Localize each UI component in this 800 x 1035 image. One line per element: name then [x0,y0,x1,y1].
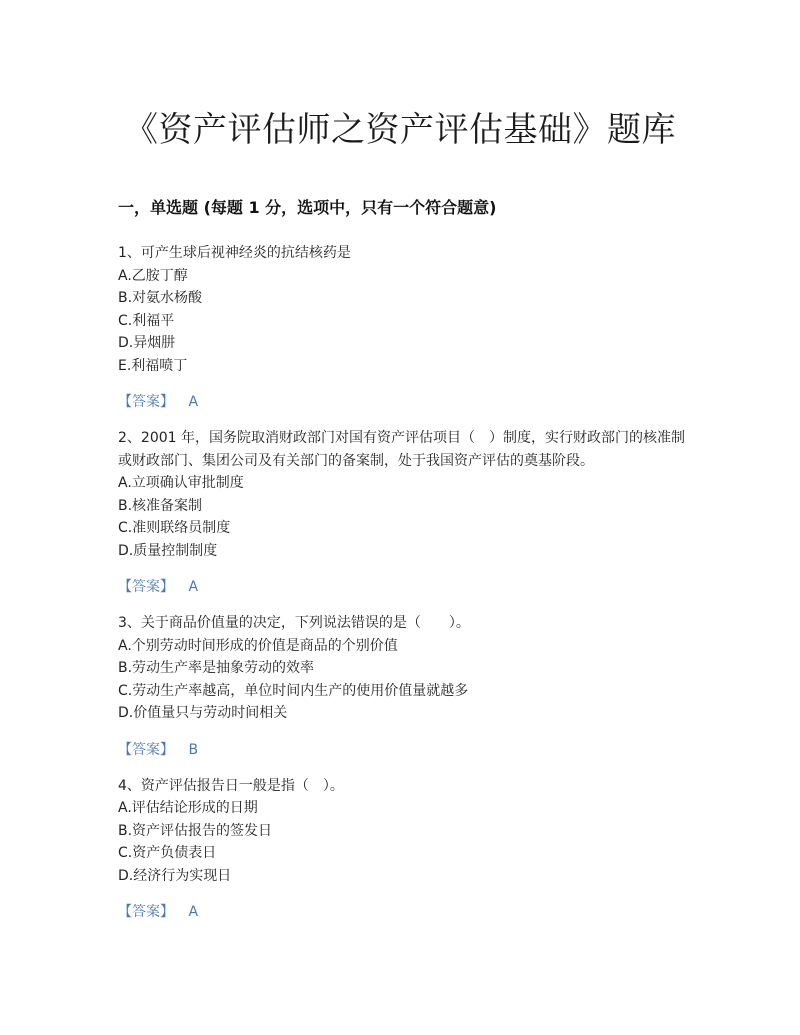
question-stem: 3、关于商品价值量的决定，下列说法错误的是（ ）。 [118,615,470,631]
question-4 [118,775,688,924]
question-1 [118,242,688,413]
answer-label: 【答案】 [118,904,174,920]
answer-value: B [188,741,199,758]
option-d: D.经济行为实现日 [118,867,232,884]
option-b: B.劳动生产率是抽象劳动的效率 [118,660,315,676]
question-3 [118,612,688,761]
answer-value: A [188,394,199,410]
option-d: D.质量控制制度 [118,542,218,559]
answer-value: A [188,904,199,920]
answer-line [118,901,688,923]
answer-label: 【答案】 [118,394,174,410]
option-d: D.价值量只与劳动时间相关 [118,705,288,721]
question-stem: 2、2001 年，国务院取消财政部门对国有资产评估项目（ ）制度，实行财政部门的核准制或财政部门、集团公司及有关部门的备案制，处于我国资产评估的奠基阶段。 [118,430,685,469]
answer-line [118,391,688,413]
option-a: A.立项确认审批制度 [118,475,244,491]
question-stem: 1、可产生球后视神经炎的抗结核药是 [118,245,351,261]
option-a: A.乙胺丁醇 [118,267,188,284]
option-b: B.资产评估报告的签发日 [118,822,273,839]
question-stem: 4、资产评估报告日一般是指（ ）。 [118,777,344,794]
option-b: B.核准备案制 [118,497,203,514]
option-d: D.异烟肼 [118,335,176,351]
option-c: C.劳动生产率越高，单位时间内生产的使用价值量就越多 [118,682,469,699]
answer-label: 【答案】 [118,741,174,758]
section-heading: 一，单选题 (每题 1 分，选项中，只有一个符合题意) [118,198,497,217]
option-c: C.准则联络员制度 [118,520,231,536]
question-2 [118,427,688,598]
option-c: C.利福平 [118,312,175,329]
option-a: A.评估结论形成的日期 [118,800,258,816]
document-title: 《资产评估师之资产评估基础》题库 [124,110,676,150]
question-list [118,242,688,937]
option-e: E.利福喷丁 [118,357,188,374]
answer-line [118,576,688,598]
option-a: A.个别劳动时间形成的价值是商品的个别价值 [118,637,398,654]
option-c: C.资产负债表日 [118,845,217,861]
answer-label: 【答案】 [118,579,174,595]
option-b: B.对氨水杨酸 [118,290,203,306]
answer-value: A [188,579,199,595]
answer-line [118,739,688,761]
